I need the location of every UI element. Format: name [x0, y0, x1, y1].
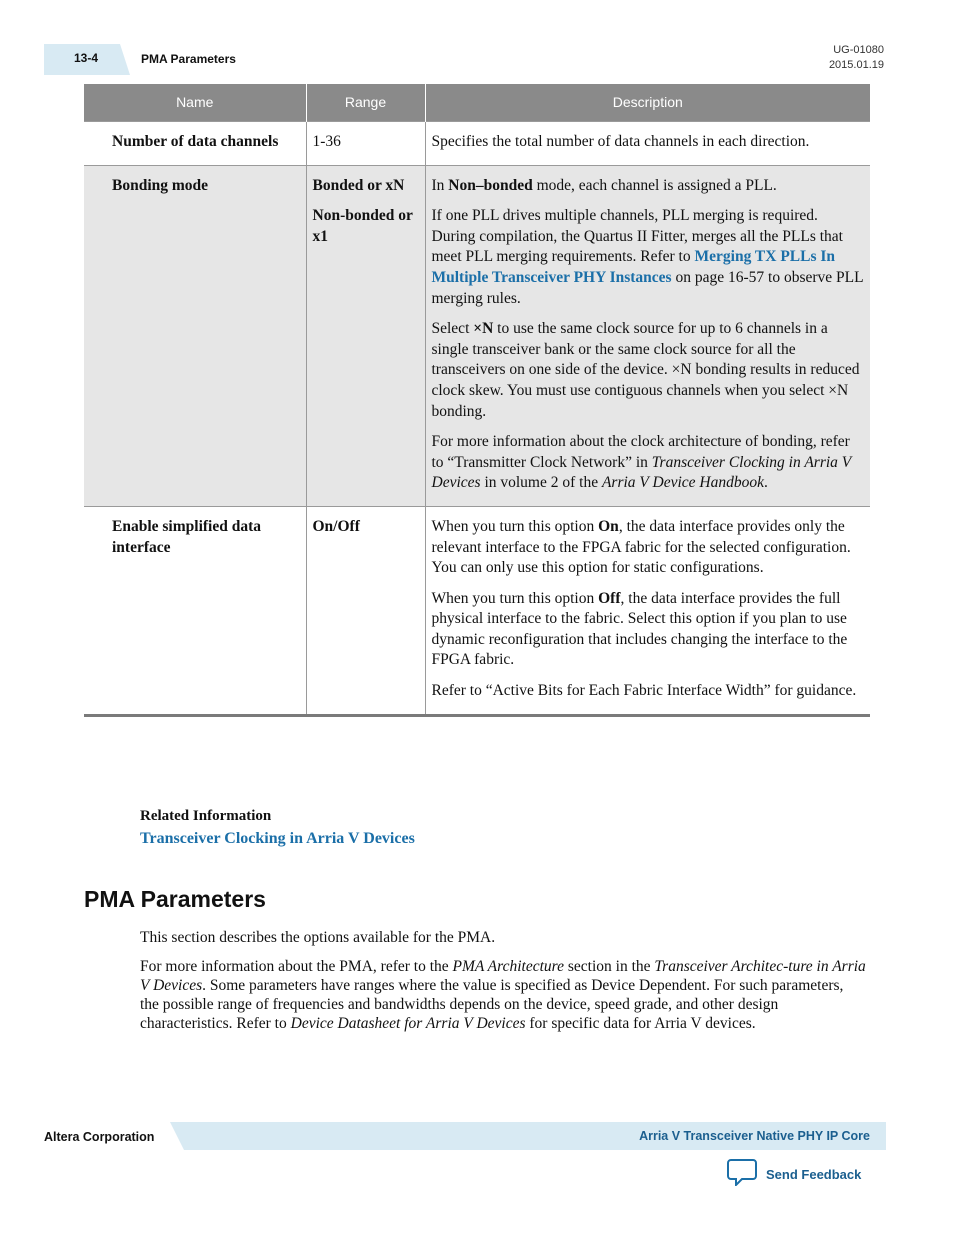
doc-date: 2015.01.19: [828, 59, 884, 71]
page-number: 13-4: [74, 51, 99, 65]
param-name: Number of data channels: [84, 122, 306, 166]
section-paragraph: For more information about the PMA, refer to the PMA Architecture section in the Transceiver Architec-ture in Arria V Devices. Some parameters have ranges where the value is specified as Device Dependent. For such parameters, the possible range of frequencies and bandwidths depends on the device, speed grade, and other design characteristics. Refer to Device Datasheet for Arria V Devices for specific data for Arria V devices.: [140, 958, 866, 1032]
section-intro: This section describes the options available for the PMA.: [140, 929, 496, 946]
footer-company: Altera Corporation: [44, 1130, 155, 1144]
param-range: [306, 165, 425, 506]
table-row: [84, 122, 870, 166]
merging-tx-plls-link[interactable]: Merging TX PLLs In Multiple Transceiver PHY Instances: [431, 248, 836, 286]
column-header-range: Range: [306, 84, 425, 122]
description-paragraph: In Non–bonded mode, each channel is assigned a PLL.: [431, 176, 777, 194]
running-header-title: PMA Parameters: [141, 52, 236, 66]
description-paragraph: If one PLL drives multiple channels, PLL merging is required. During compilation, the Quartus II Fitter, merges all the PLLs that meet PLL merging requirements. Refer to Merging TX PLLs In Multiple Transceiver PHY Instances on page 16-57 to observe PLL merging rules.: [431, 207, 864, 307]
description-paragraph: For more information about the clock architecture of bonding, refer to “Transmitter Clock Network” in Transceiver Clocking in Arria V Devices in volume 2 of the Arria V Device Handbook.: [431, 433, 851, 492]
column-header-description: Description: [425, 84, 870, 122]
description-paragraph: When you turn this option Off, the data interface provides the full physical interface to the fabric. Select this option if you plan to use dynamic reconfiguration that includes changing the interface to the FPGA fabric.: [431, 589, 848, 669]
table-row: [84, 506, 870, 715]
related-information-label: Related Information: [140, 808, 272, 824]
description-paragraph: Refer to “Active Bits for Each Fabric Interface Width” for guidance.: [431, 682, 857, 700]
parameter-table: [84, 84, 870, 717]
description-paragraph: Select ×N to use the same clock source for up to 6 channels in a single transceiver bank or the same clock source for all the transceivers on one side of the device. ×N bonding results in reduced clock skew. You must use contiguous channels when you select ×N bonding.: [431, 320, 860, 420]
param-range: [306, 122, 425, 166]
footer-doc-title: Arria V Transceiver Native PHY IP Core: [639, 1129, 870, 1143]
description-paragraph: Specifies the total number of data channels in each direction.: [431, 133, 810, 150]
send-feedback-link[interactable]: [727, 1158, 861, 1191]
description-paragraph: When you turn this option On, the data interface provides only the relevant interface to the FPGA fabric for the selected configuration. You can only use this option for static configurations.: [431, 517, 851, 577]
range-value: On/Off: [312, 517, 360, 535]
param-range: [306, 506, 425, 715]
param-description: [425, 122, 870, 166]
param-name: Enable simplified data interface: [84, 506, 306, 715]
column-header-name: Name: [84, 84, 306, 122]
param-name: Bonding mode: [84, 165, 306, 506]
speech-bubble-icon: [727, 1158, 757, 1191]
doc-id: UG-01080: [833, 44, 884, 56]
param-description: [425, 506, 870, 715]
section-heading: PMA Parameters: [84, 886, 266, 912]
send-feedback-label: Send Feedback: [766, 1167, 862, 1182]
param-description: [425, 165, 870, 506]
range-value: Bonded or xN: [312, 176, 405, 194]
range-value: 1-36: [312, 133, 341, 150]
table-header-row: [84, 84, 870, 122]
doc-meta: [829, 43, 884, 73]
range-value: Non-bonded or x1: [312, 207, 413, 245]
related-information-link[interactable]: Transceiver Clocking in Arria V Devices: [140, 830, 415, 847]
table-row: [84, 165, 870, 506]
